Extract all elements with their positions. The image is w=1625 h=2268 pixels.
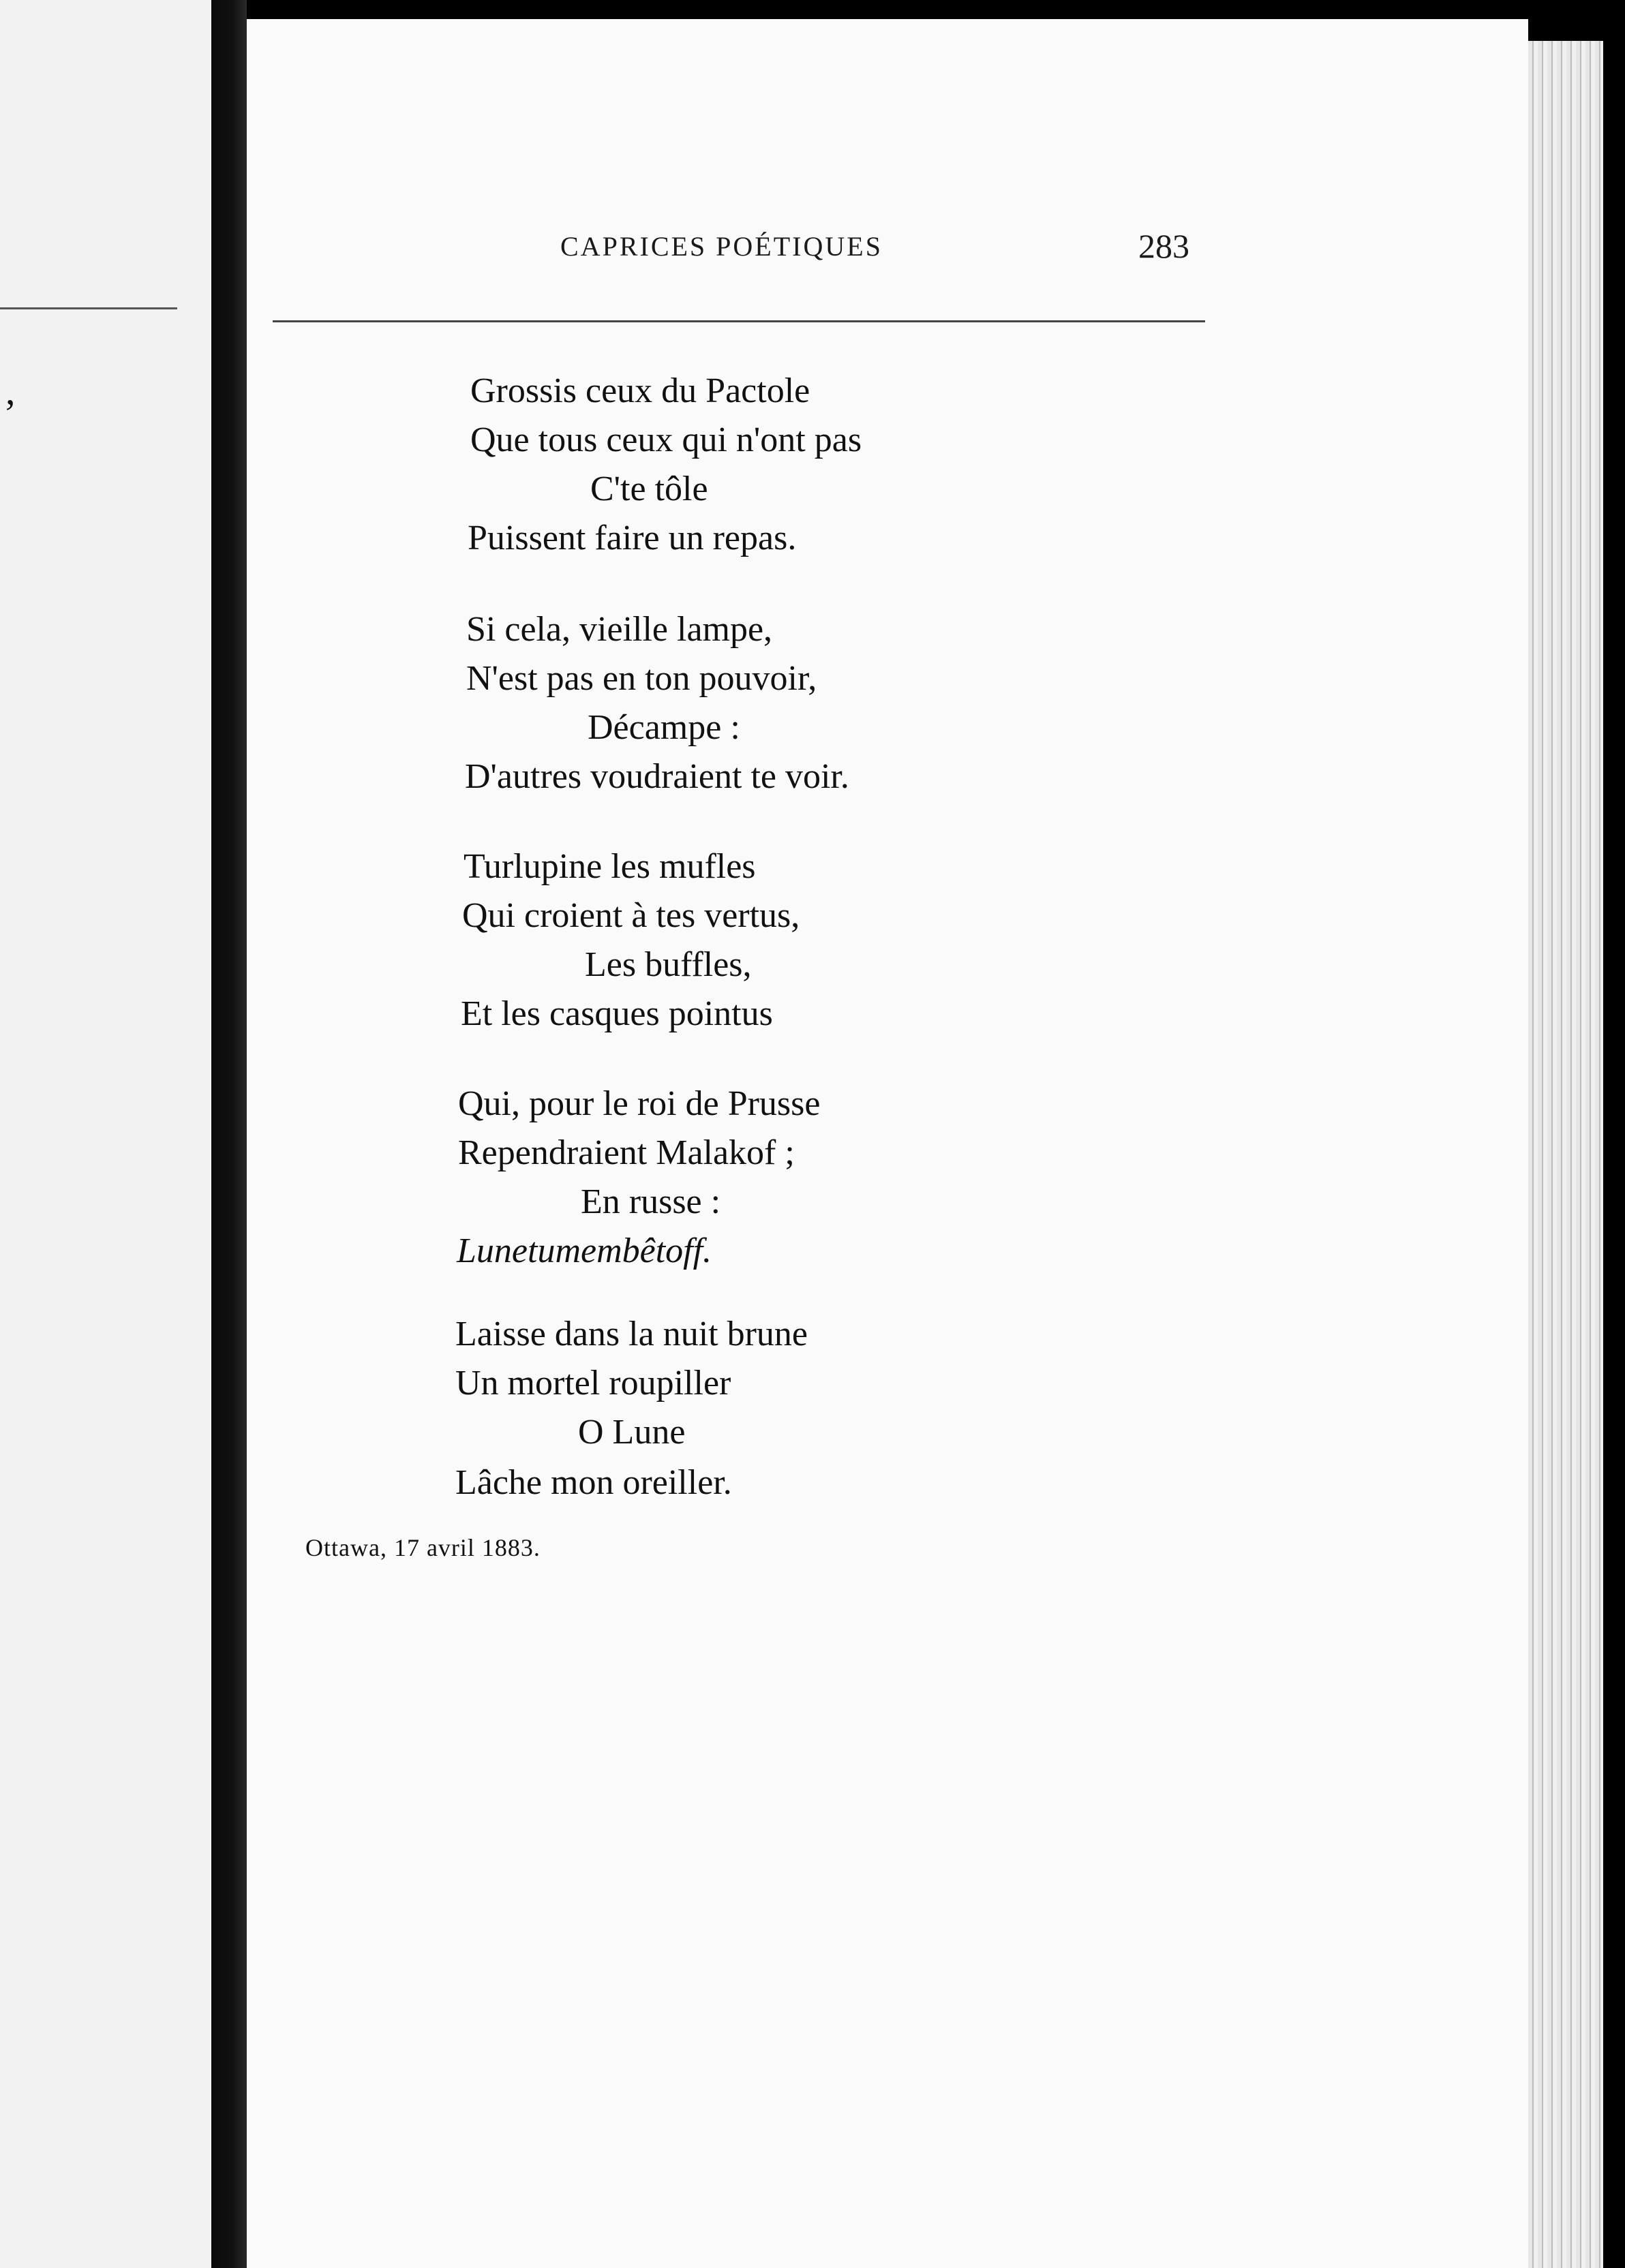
poem-line: Laisse dans la nuit brune	[455, 1315, 808, 1353]
running-head: CAPRICES POÉTIQUES	[560, 231, 883, 262]
poem-line: Lâche mon oreiller.	[455, 1463, 732, 1502]
poem-line-italic: Lunetumembêtoff.	[457, 1231, 712, 1270]
poem-line-indented: En russe :	[581, 1182, 721, 1221]
poem-line: Grossis ceux du Pactole	[470, 371, 810, 410]
book-gutter	[211, 0, 247, 2268]
previous-page-rule	[0, 307, 177, 309]
book-page	[247, 19, 1528, 2268]
header-rule	[273, 320, 1205, 322]
poem-line-indented: Décampe :	[588, 708, 740, 747]
dateline: Ottawa, 17 avril 1883.	[305, 1534, 541, 1561]
poem-line: Et les casques pointus	[461, 994, 773, 1033]
poem-line: Un mortel roupiller	[455, 1364, 731, 1403]
poem-line-indented: O Lune	[578, 1413, 686, 1452]
previous-page-fragment: ,	[5, 369, 16, 413]
previous-page	[0, 0, 211, 2268]
poem-line: Si cela, vieille lampe,	[466, 610, 773, 649]
poem-line: Qui croient à tes vertus,	[462, 896, 800, 935]
poem-line: Rependraient Malakof ;	[458, 1133, 795, 1172]
poem-line-indented: Les buffles,	[585, 945, 752, 984]
page-edges	[1528, 41, 1603, 2268]
edge-shadow	[1603, 0, 1625, 2268]
poem-line: Que tous ceux qui n'ont pas	[470, 420, 862, 459]
poem-line: Turlupine les mufles	[464, 847, 756, 886]
page-number: 283	[1138, 227, 1189, 265]
poem-line: N'est pas en ton pouvoir,	[466, 659, 817, 698]
poem-line: Qui, pour le roi de Prusse	[458, 1084, 821, 1123]
poem-line: D'autres voudraient te voir.	[465, 757, 849, 796]
poem-line: Puissent faire un repas.	[468, 519, 797, 557]
poem-line-indented: C'te tôle	[590, 470, 708, 508]
